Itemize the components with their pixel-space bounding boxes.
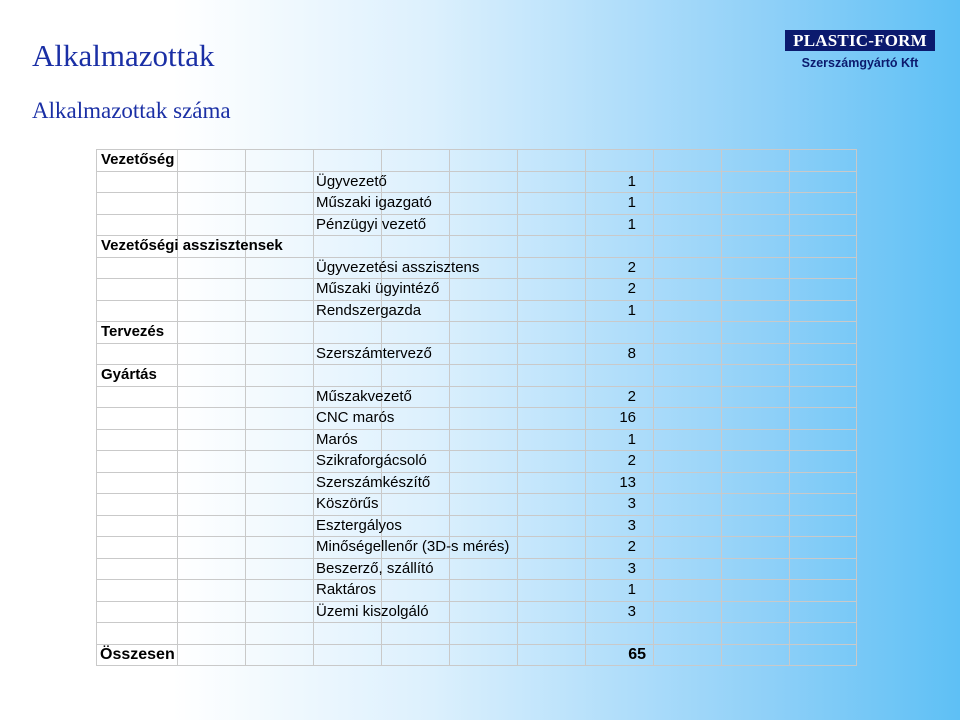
section-label: Gyártás bbox=[101, 366, 157, 383]
table-row bbox=[96, 515, 856, 537]
employee-table bbox=[96, 149, 858, 667]
table-row bbox=[96, 386, 856, 408]
total-row bbox=[96, 644, 856, 666]
table-row bbox=[96, 450, 856, 472]
role-name: Műszaki igazgató bbox=[316, 194, 432, 211]
role-count: 13 bbox=[619, 473, 636, 491]
logo-subtitle: Szerszámgyártó Kft bbox=[801, 56, 919, 70]
role-count: 1 bbox=[627, 215, 636, 233]
role-name: Műszakvezető bbox=[316, 387, 412, 405]
role-name: Beszerző, szállító bbox=[316, 559, 434, 577]
role-name: Esztergályos bbox=[316, 516, 402, 534]
grid-line-vertical bbox=[856, 149, 857, 665]
table-row bbox=[96, 214, 856, 236]
grid-line-horizontal bbox=[96, 665, 857, 666]
section-row bbox=[96, 149, 856, 171]
role-count: 1 bbox=[627, 581, 636, 598]
role-count: 8 bbox=[627, 344, 636, 362]
role-count: 1 bbox=[627, 172, 636, 190]
role-count: 2 bbox=[627, 538, 636, 555]
role-name: Szerszámkészítő bbox=[316, 473, 431, 491]
role-count: 3 bbox=[627, 602, 636, 620]
role-count: 16 bbox=[619, 409, 636, 426]
role-name: Ügyvezető bbox=[316, 172, 387, 190]
table-row bbox=[96, 300, 856, 322]
table-row bbox=[96, 579, 856, 601]
total-count: 65 bbox=[628, 645, 646, 663]
table-row bbox=[96, 472, 856, 494]
role-name: Marós bbox=[316, 430, 358, 448]
table-row bbox=[96, 558, 856, 580]
page-subtitle: Alkalmazottak száma bbox=[32, 98, 231, 123]
role-count: 3 bbox=[627, 559, 636, 577]
role-count: 2 bbox=[627, 452, 636, 469]
role-count: 2 bbox=[627, 387, 636, 405]
table-row bbox=[96, 171, 856, 193]
role-count: 3 bbox=[627, 516, 636, 534]
role-count: 1 bbox=[627, 301, 636, 319]
company-logo bbox=[785, 30, 935, 70]
table-row bbox=[96, 601, 856, 623]
table-row bbox=[96, 257, 856, 279]
role-name: Üzemi kiszolgáló bbox=[316, 602, 429, 620]
blank-row bbox=[96, 622, 856, 644]
role-name: Szikraforgácsoló bbox=[316, 452, 427, 469]
role-name: Ügyvezetési asszisztens bbox=[316, 258, 480, 276]
logo-wordmark: PLASTIC-FORM bbox=[785, 30, 935, 51]
section-label: Vezetőség bbox=[101, 151, 175, 168]
role-count: 2 bbox=[627, 258, 636, 276]
role-name: Rendszergazda bbox=[316, 301, 422, 319]
role-name: Köszörűs bbox=[316, 495, 379, 512]
table-row bbox=[96, 407, 856, 429]
role-name: Minőségellenőr (3D-s mérés) bbox=[316, 538, 510, 555]
section-row bbox=[96, 364, 856, 386]
role-name: Raktáros bbox=[316, 581, 377, 598]
role-name: Pénzügyi vezető bbox=[316, 215, 427, 233]
total-label: Összesen bbox=[100, 645, 175, 663]
role-count: 3 bbox=[627, 495, 636, 512]
role-count: 1 bbox=[627, 430, 636, 448]
table-row bbox=[96, 343, 856, 365]
role-name: Szerszámtervező bbox=[316, 344, 432, 362]
section-label: Tervezés bbox=[101, 323, 165, 340]
role-count: 1 bbox=[627, 194, 636, 211]
section-label: Vezetőségi asszisztensek bbox=[101, 237, 283, 254]
section-row bbox=[96, 235, 856, 257]
table-row bbox=[96, 278, 856, 300]
role-name: CNC marós bbox=[316, 409, 395, 426]
table-row bbox=[96, 493, 856, 515]
table-row bbox=[96, 536, 856, 558]
page-title: Alkalmazottak bbox=[32, 38, 215, 73]
table-row bbox=[96, 192, 856, 214]
role-count: 2 bbox=[627, 280, 636, 297]
role-name: Műszaki ügyintéző bbox=[316, 280, 440, 297]
section-row bbox=[96, 321, 856, 343]
table-row bbox=[96, 429, 856, 451]
